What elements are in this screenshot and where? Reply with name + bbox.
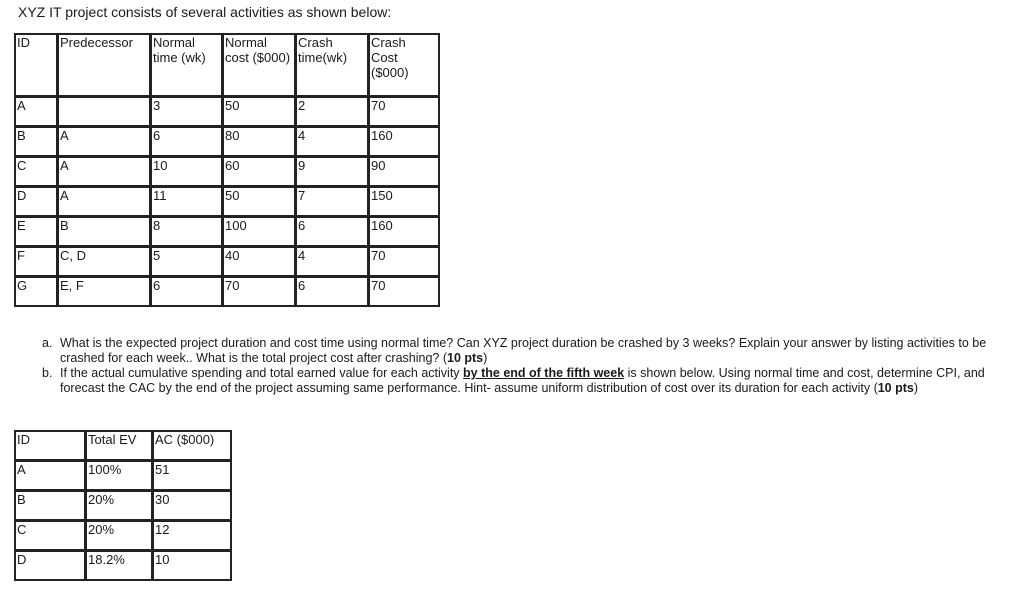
cell-id: C <box>15 157 58 187</box>
table-row <box>15 521 232 551</box>
table-row <box>15 247 440 277</box>
table-row <box>15 491 232 521</box>
header-crash-cost: Crash Cost ($000) <box>369 34 440 97</box>
header-actual-cost: AC ($000) <box>153 431 232 461</box>
table-row <box>15 127 440 157</box>
cell-id: E <box>15 217 58 247</box>
cell-id: A <box>15 461 86 491</box>
table-row <box>15 461 232 491</box>
header-normal-time: Normal time (wk) <box>151 34 223 97</box>
cell-normal-cost: 80 <box>223 127 296 157</box>
cell-normal-cost: 100 <box>223 217 296 247</box>
question-a-marker: a. <box>42 336 53 350</box>
cell-id: B <box>15 491 86 521</box>
cell-crash-time: 6 <box>296 217 369 247</box>
cell-crash-time: 7 <box>296 187 369 217</box>
table-row <box>15 157 440 187</box>
cell-normal-cost: 70 <box>223 277 296 307</box>
question-b-points: 10 pts <box>877 381 914 395</box>
question-b-close: ) <box>913 381 919 395</box>
question-b-text-end: is shown below. Using normal time and cost, determine CPI, and forecast the CAC by the end of the project assuming same performance. Hint- assume uniform distribution of cost over its duration for each activity ( <box>60 366 985 395</box>
question-b-text-start: If the actual cumulative spending and total earned value for each activity <box>60 366 464 380</box>
cell-normal-time: 10 <box>151 157 223 187</box>
cell-predecessor <box>58 97 151 127</box>
cell-actual-cost: 51 <box>153 461 232 491</box>
activity-table <box>14 33 440 307</box>
cell-crash-time: 2 <box>296 97 369 127</box>
cell-crash-time: 9 <box>296 157 369 187</box>
cell-crash-cost: 150 <box>369 187 440 217</box>
question-b-emphasis: by the end of the fifth week <box>463 366 625 380</box>
cell-predecessor: A <box>58 187 151 217</box>
header-predecessor: Predecessor <box>58 34 151 97</box>
cell-actual-cost: 30 <box>153 491 232 521</box>
cell-predecessor: A <box>58 127 151 157</box>
cell-predecessor: A <box>58 157 151 187</box>
cell-crash-cost: 70 <box>369 247 440 277</box>
cell-id: G <box>15 277 58 307</box>
table-row <box>15 217 440 247</box>
question-list <box>42 336 1007 396</box>
header-id: ID <box>15 34 58 97</box>
cell-actual-cost: 12 <box>153 521 232 551</box>
cell-crash-cost: 90 <box>369 157 440 187</box>
table-row <box>15 97 440 127</box>
cell-normal-time: 5 <box>151 247 223 277</box>
cell-crash-time: 6 <box>296 277 369 307</box>
earned-value-table <box>14 430 232 581</box>
table-row <box>15 277 440 307</box>
cell-total-ev: 100% <box>86 461 153 491</box>
intro-text: XYZ IT project consists of several activities as shown below: <box>18 4 392 20</box>
header-normal-cost: Normal cost ($000) <box>223 34 296 97</box>
header-total-ev: Total EV <box>86 431 153 461</box>
question-a <box>42 336 1007 366</box>
question-a-points: 10 pts <box>447 351 484 365</box>
table-row <box>15 551 232 581</box>
cell-crash-time: 4 <box>296 127 369 157</box>
cell-normal-cost: 60 <box>223 157 296 187</box>
cell-normal-time: 3 <box>151 97 223 127</box>
cell-id: D <box>15 187 58 217</box>
cell-normal-cost: 40 <box>223 247 296 277</box>
cell-normal-cost: 50 <box>223 97 296 127</box>
cell-crash-time: 4 <box>296 247 369 277</box>
cell-normal-time: 8 <box>151 217 223 247</box>
cell-normal-time: 6 <box>151 127 223 157</box>
cell-predecessor: B <box>58 217 151 247</box>
question-b <box>42 366 1007 396</box>
earned-value-table-header <box>15 431 232 461</box>
question-a-text: What is the expected project duration and cost time using normal time? Can XYZ project duration be crashed by 3 weeks? Explain your answer by listing activities to be crashed for each week.. What is the total project cost after crashing? ( <box>60 336 987 365</box>
table-row <box>15 187 440 217</box>
cell-predecessor: C, D <box>58 247 151 277</box>
cell-id: F <box>15 247 58 277</box>
activity-table-header <box>15 34 440 97</box>
cell-id: C <box>15 521 86 551</box>
cell-normal-cost: 50 <box>223 187 296 217</box>
cell-id: A <box>15 97 58 127</box>
cell-crash-cost: 70 <box>369 277 440 307</box>
cell-total-ev: 20% <box>86 491 153 521</box>
cell-crash-cost: 160 <box>369 127 440 157</box>
cell-total-ev: 20% <box>86 521 153 551</box>
header-crash-time: Crash time(wk) <box>296 34 369 97</box>
cell-id: D <box>15 551 86 581</box>
cell-crash-cost: 70 <box>369 97 440 127</box>
cell-id: B <box>15 127 58 157</box>
cell-actual-cost: 10 <box>153 551 232 581</box>
question-a-close: ) <box>483 351 488 365</box>
cell-normal-time: 6 <box>151 277 223 307</box>
question-b-marker: b. <box>42 366 53 380</box>
cell-predecessor: E, F <box>58 277 151 307</box>
cell-normal-time: 11 <box>151 187 223 217</box>
cell-total-ev: 18.2% <box>86 551 153 581</box>
header-id: ID <box>15 431 86 461</box>
cell-crash-cost: 160 <box>369 217 440 247</box>
